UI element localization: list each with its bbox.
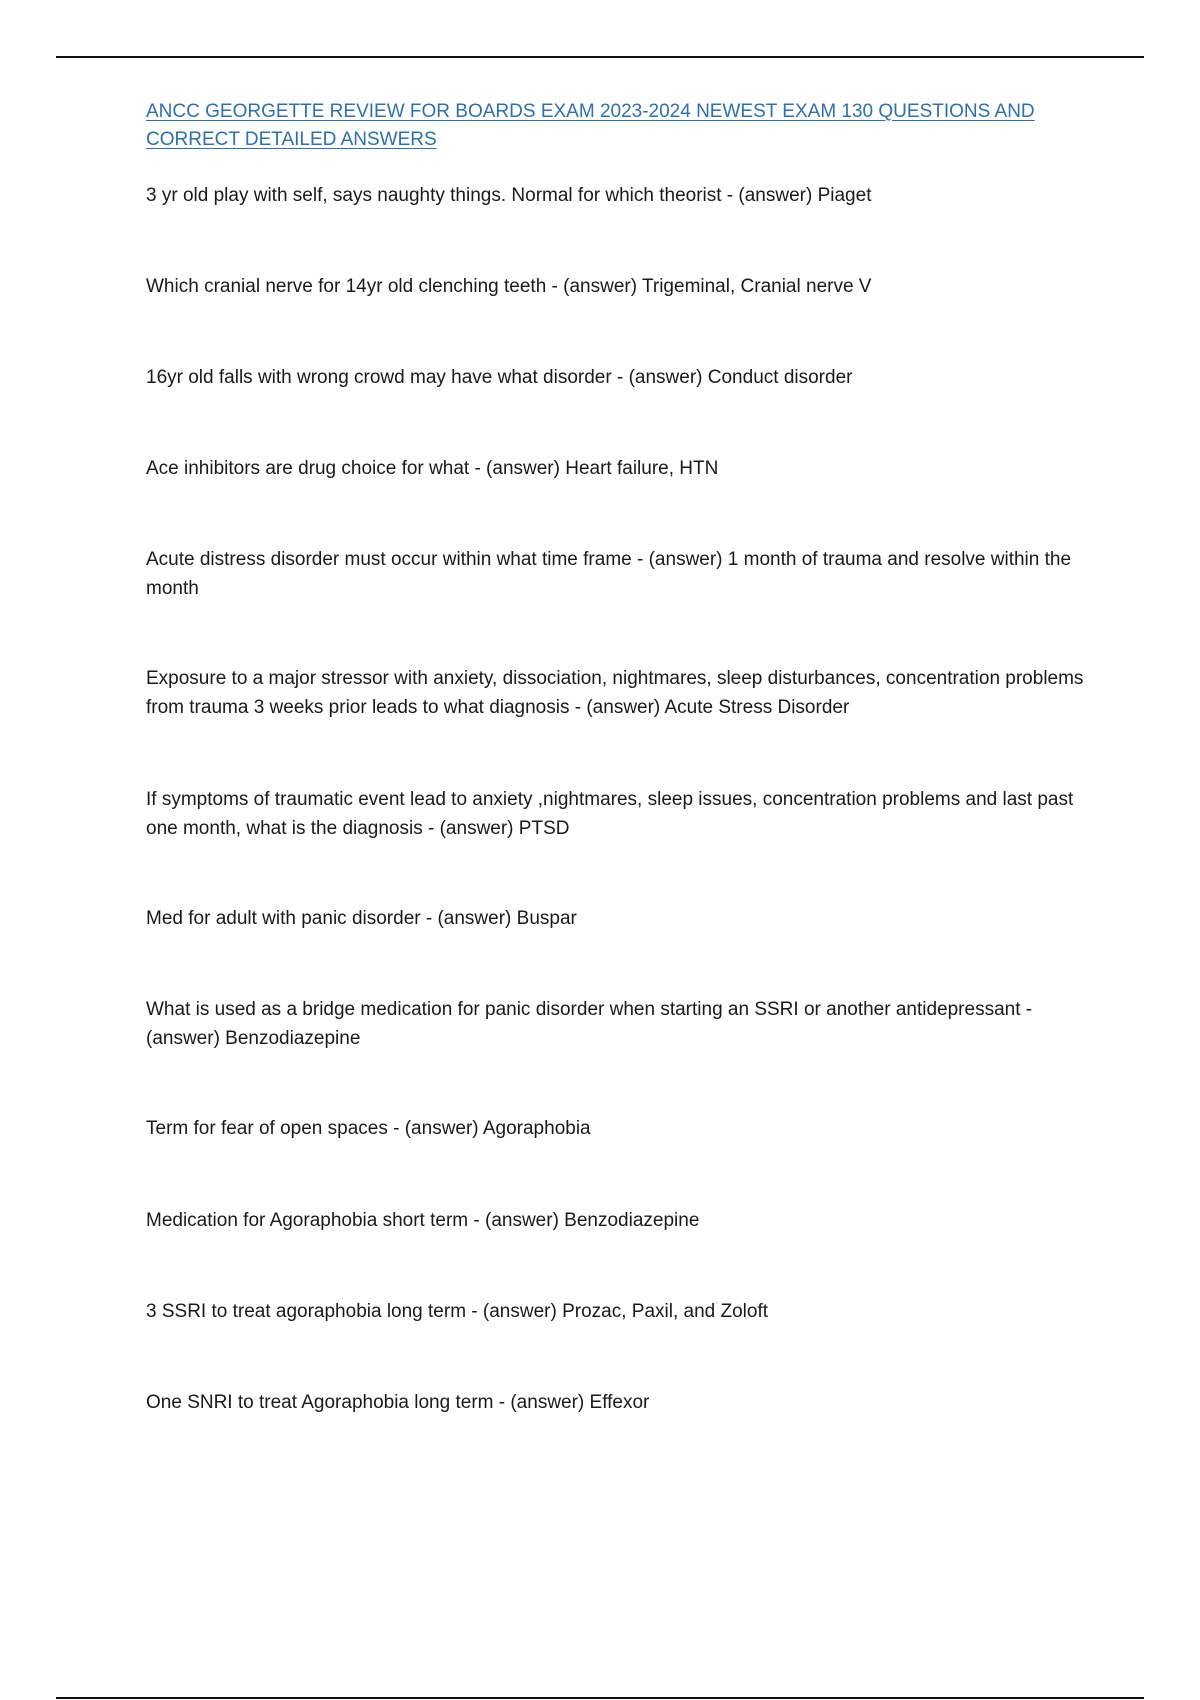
document-title[interactable]: ANCC GEORGETTE REVIEW FOR BOARDS EXAM 2023-2024 NEWEST EXAM 130 QUESTIONS AND CORRECT DETAILED ANSWERS	[146, 101, 1035, 150]
qa-item-12: 3 SSRI to treat agoraphobia long term - (answer) Prozac, Paxil, and Zoloft	[146, 1301, 769, 1322]
qa-item-8: Med for adult with panic disorder - (answer) Buspar	[146, 908, 577, 929]
qa-item-6: Exposure to a major stressor with anxiety, dissociation, nightmares, sleep disturbances, concentration problems from trauma 3 weeks prior leads to what diagnosis - (answer) Acute Stress Disorder	[146, 668, 1084, 718]
qa-item-10: Term for fear of open spaces - (answer) Agoraphobia	[146, 1118, 591, 1139]
qa-item-13: One SNRI to treat Agoraphobia long term - (answer) Effexor	[146, 1392, 650, 1413]
qa-item-2: Which cranial nerve for 14yr old clenching teeth - (answer) Trigeminal, Cranial nerve V	[146, 276, 872, 297]
qa-item-4: Ace inhibitors are drug choice for what - (answer) Heart failure, HTN	[146, 458, 719, 479]
header-rule	[56, 56, 1144, 58]
qa-item-7: If symptoms of traumatic event lead to anxiety ,nightmares, sleep issues, concentration problems and last past one month, what is the diagnosis - (answer) PTSD	[146, 789, 1074, 839]
qa-item-9: What is used as a bridge medication for panic disorder when starting an SSRI or another antidepressant - (answer) Benzodiazepine	[146, 999, 1033, 1049]
qa-item-11: Medication for Agoraphobia short term - (answer) Benzodiazepine	[146, 1210, 700, 1231]
qa-item-1: 3 yr old play with self, says naughty things. Normal for which theorist - (answer) Piaget	[146, 185, 872, 206]
qa-item-3: 16yr old falls with wrong crowd may have what disorder - (answer) Conduct disorder	[146, 367, 853, 388]
footer-rule	[56, 1697, 1144, 1699]
qa-item-5: Acute distress disorder must occur within what time frame - (answer) 1 month of trauma and resolve within the month	[146, 549, 1072, 599]
